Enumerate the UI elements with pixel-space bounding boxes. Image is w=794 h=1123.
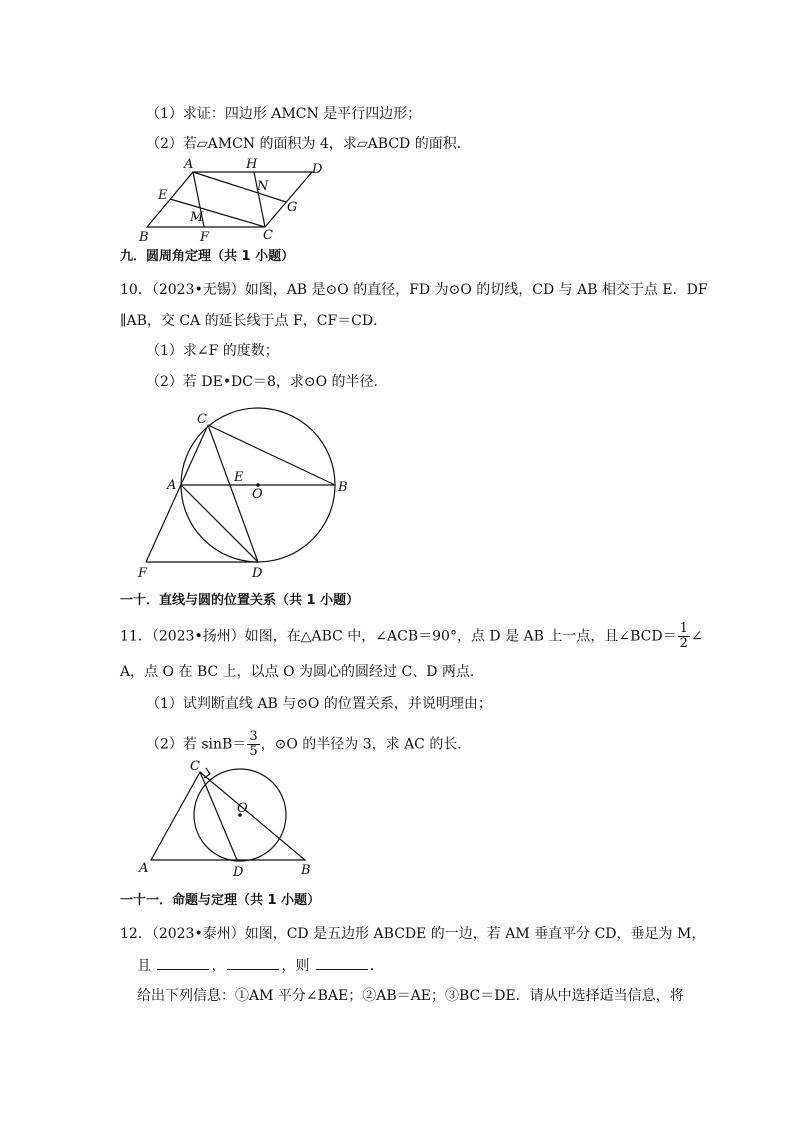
q10-label-o: O — [252, 487, 263, 502]
q11-line2: A，点 O 在 BC 上，以点 O 为圆心的圆经过 C、D 两点． — [120, 664, 484, 680]
q11-frac2-numerator: 3 — [249, 729, 258, 744]
q9-label-e: E — [158, 188, 168, 203]
q10-label-d: D — [252, 566, 263, 581]
q9-label-d: D — [312, 162, 323, 177]
q11-part1: （1）试判断直线 AB 与⊙O 的位置关系，并说明理由； — [146, 696, 492, 712]
q10-label-e: E — [234, 470, 244, 485]
q12-line1: 12．（2023•泰州）如图，CD 是五边形 ABCDE 的一边，若 AM 垂直平分 CD，垂足为 M， — [120, 926, 706, 942]
q9-label-f: F — [200, 230, 210, 245]
q11-frac-numerator: 1 — [679, 621, 688, 636]
q9-label-g: G — [287, 200, 298, 215]
q10-label-a: A — [167, 478, 177, 493]
q10-part1: （1）求∠F 的度数； — [146, 343, 279, 359]
q12-line3: 给出下列信息：①AM 平分∠BAE；②AB＝AE；③BC＝DE．请从中选择适当信息，将 — [137, 988, 684, 1004]
q11-label-a: A — [139, 861, 149, 876]
q12-blank-1[interactable] — [157, 955, 209, 970]
q10-label-c: C — [197, 412, 207, 427]
q11-part2-tail: ，⊙O 的半径为 3，求 AC 的长． — [260, 736, 472, 753]
section-11-heading: 一十一．命题与定理（共 1 小题） — [120, 893, 321, 908]
q12-line2 — [137, 955, 384, 976]
section-10-heading: 一十．直线与圆的位置关系（共 1 小题） — [120, 593, 360, 608]
q11-part2-text: （2）若 sinB＝ — [146, 736, 247, 753]
q11-label-b: B — [301, 863, 311, 878]
q9-label-h: H — [246, 157, 258, 172]
q11-label-d: D — [233, 865, 244, 880]
q9-part1: （1）求证：四边形 AMCN 是平行四边形； — [146, 106, 422, 122]
q12-then: ，则 — [281, 958, 310, 974]
q12-blank-2[interactable] — [227, 955, 279, 970]
q12-comma: ， — [211, 958, 226, 974]
q11-label-o: O — [237, 801, 248, 816]
section-9-heading: 九．圆周角定理（共 1 小题） — [120, 249, 295, 264]
q9-label-a: A — [184, 157, 194, 172]
q10-line2: ∥AB，交 CA 的延长线于点 F，CF＝CD． — [120, 313, 388, 329]
q9-label-m: M — [190, 210, 204, 225]
q9-label-n: N — [257, 179, 269, 194]
q9-part2: （2）若▱AMCN 的面积为 4，求▱ABCD 的面积． — [146, 136, 471, 152]
q10-label-b: B — [338, 480, 348, 495]
q10-part2: （2）若 DE•DC＝8，求⊙O 的半径． — [146, 374, 388, 390]
q11-line1-text: 11．（2023•扬州）如图，在△ABC 中，∠ACB＝90°，点 D 是 AB 上一点，且∠BCD＝ — [120, 628, 677, 645]
q10-label-f: F — [138, 566, 148, 581]
q11-label-c: C — [190, 759, 200, 774]
q12-line2-and: 且 — [137, 958, 151, 974]
q11-frac-denominator: 2 — [679, 636, 688, 651]
q10-line1: 10．（2023•无锡）如图，AB 是⊙O 的直径，FD 为⊙O 的切线，CD 与 AB 相交于点 E．DF — [120, 282, 708, 298]
q11-line1-angle: ∠ — [690, 628, 703, 645]
q9-label-b: B — [139, 230, 149, 245]
q12-period: ． — [369, 958, 384, 974]
q12-blank-3[interactable] — [316, 955, 368, 970]
q9-label-c: C — [263, 228, 273, 243]
q11-frac2-denominator: 5 — [249, 744, 258, 759]
